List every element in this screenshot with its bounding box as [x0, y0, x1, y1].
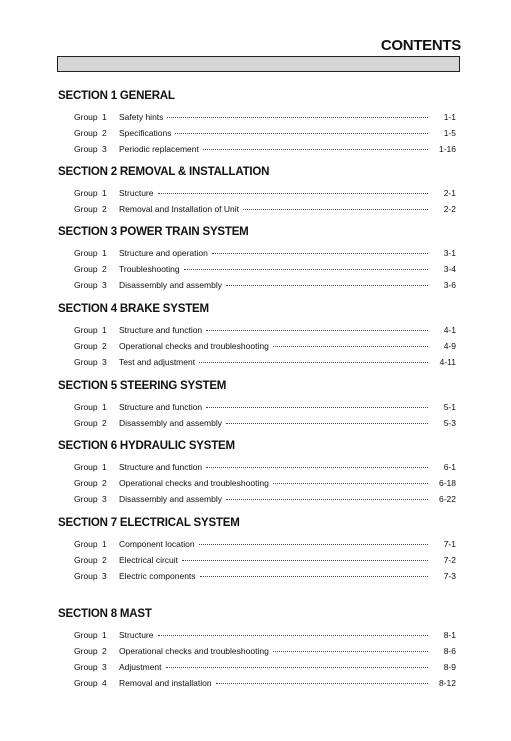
page-number: 7-3 [443, 571, 456, 581]
dot-leader [182, 559, 428, 561]
page-number: 3-6 [443, 280, 456, 290]
section-2 [58, 164, 456, 217]
dot-leader [199, 361, 428, 363]
toc-entry[interactable]: Group 2 Electrical circuit 7-2 [58, 552, 456, 568]
dot-leader [226, 498, 428, 500]
dot-leader [167, 116, 428, 118]
page-number: 3-1 [443, 248, 456, 258]
page-number: 8-12 [438, 678, 456, 688]
dot-leader [206, 329, 428, 331]
toc-entry[interactable]: Group 2 Disassembly and assembly 5-3 [58, 415, 456, 431]
toc-entry[interactable]: Group 1 Structure and operation 3-1 [58, 245, 456, 261]
toc-entry[interactable]: Group 2 Troubleshooting 3-4 [58, 261, 456, 277]
section-heading[interactable]: SECTION 5 STEERING SYSTEM [58, 380, 227, 392]
toc-entry[interactable]: Group 3 Disassembly and assembly 6-22 [58, 491, 456, 507]
page-number: 2-2 [443, 204, 456, 214]
dot-leader [203, 148, 428, 150]
toc-entry[interactable]: Group 3 Electric components 7-3 [58, 568, 456, 584]
dot-leader [273, 345, 428, 347]
toc-entry[interactable]: Group 3 Test and adjustment 4-11 [58, 354, 456, 370]
page-number: 7-2 [443, 555, 456, 565]
page-number: 3-4 [443, 264, 456, 274]
dot-leader [175, 132, 428, 134]
dot-leader [200, 575, 428, 577]
section-1 [58, 88, 456, 157]
page-number: 4-1 [443, 325, 456, 335]
toc-entry[interactable]: Group 3 Periodic replacement 1-16 [58, 141, 456, 157]
dot-leader [273, 650, 428, 652]
page-number: 1-16 [438, 144, 456, 154]
dot-leader [212, 252, 428, 254]
dot-leader [216, 682, 428, 684]
dot-leader [166, 666, 428, 668]
toc-entry[interactable]: Group 2 Operational checks and troubleshooting 8-6 [58, 643, 456, 659]
section-heading[interactable]: SECTION 6 HYDRAULIC SYSTEM [58, 440, 235, 452]
page-number: 6-1 [443, 462, 456, 472]
toc-entry[interactable]: Group 2 Operational checks and troubleshooting 4-9 [58, 338, 456, 354]
page-number: 4-11 [439, 357, 456, 367]
page-number: 8-1 [443, 630, 456, 640]
toc-entry[interactable]: Group 1 Structure 2-1 [58, 185, 456, 201]
toc-entry[interactable]: Group 1 Structure and function 4-1 [58, 322, 456, 338]
page-number: 5-3 [443, 418, 456, 428]
toc-entry[interactable]: Group 1 Structure and function 6-1 [58, 459, 456, 475]
toc-entry[interactable]: Group 4 Removal and installation 8-12 [58, 675, 456, 691]
dot-leader [158, 192, 429, 194]
page-number: 2-1 [443, 188, 456, 198]
dot-leader [206, 406, 428, 408]
dot-leader [243, 208, 428, 210]
page-number: 8-9 [443, 662, 456, 672]
toc-entry[interactable]: Group 2 Removal and Installation of Unit 2-2 [58, 201, 456, 217]
dot-leader [199, 543, 428, 545]
page-title: CONTENTS [380, 37, 461, 54]
section-heading[interactable]: SECTION 8 MAST [58, 608, 152, 620]
page-number: 7-1 [443, 539, 456, 549]
dot-leader [226, 422, 428, 424]
dot-leader [273, 482, 428, 484]
section-heading[interactable]: SECTION 2 REMOVAL & INSTALLATION [58, 166, 270, 178]
toc-entry[interactable]: Group 1 Safety hints 1-1 [58, 109, 456, 125]
section-heading[interactable]: SECTION 7 ELECTRICAL SYSTEM [58, 517, 240, 529]
dot-leader [226, 284, 428, 286]
page-number: 6-22 [438, 494, 456, 504]
dot-leader [184, 268, 428, 270]
toc-entry[interactable]: Group 1 Component location 7-1 [58, 536, 456, 552]
section-3 [58, 224, 456, 293]
toc-entry[interactable]: Group 3 Adjustment 8-9 [58, 659, 456, 675]
toc-entry[interactable]: Group 2 Specifications 1-5 [58, 125, 456, 141]
section-7 [58, 515, 456, 584]
page-number: 1-5 [443, 128, 456, 138]
page-number: 5-1 [443, 402, 456, 412]
page-number: 8-6 [443, 646, 456, 656]
dot-leader [206, 466, 428, 468]
section-heading[interactable]: SECTION 3 POWER TRAIN SYSTEM [58, 226, 249, 238]
page-number: 4-9 [443, 341, 456, 351]
page-number: 1-1 [443, 112, 456, 122]
toc-entry[interactable]: Group 2 Operational checks and troubleshooting 6-18 [58, 475, 456, 491]
page-number: 6-18 [438, 478, 456, 488]
section-6 [58, 438, 456, 507]
toc-entry[interactable]: Group 1 Structure 8-1 [58, 627, 456, 643]
section-5 [58, 378, 456, 431]
section-heading[interactable]: SECTION 1 GENERAL [58, 90, 175, 102]
toc-entry[interactable]: Group 1 Structure and function 5-1 [58, 399, 456, 415]
section-4 [58, 301, 456, 370]
section-heading[interactable]: SECTION 4 BRAKE SYSTEM [58, 303, 209, 315]
section-8 [58, 606, 456, 691]
title-bar [57, 56, 460, 72]
toc-entry[interactable]: Group 3 Disassembly and assembly 3-6 [58, 277, 456, 293]
dot-leader [158, 634, 429, 636]
